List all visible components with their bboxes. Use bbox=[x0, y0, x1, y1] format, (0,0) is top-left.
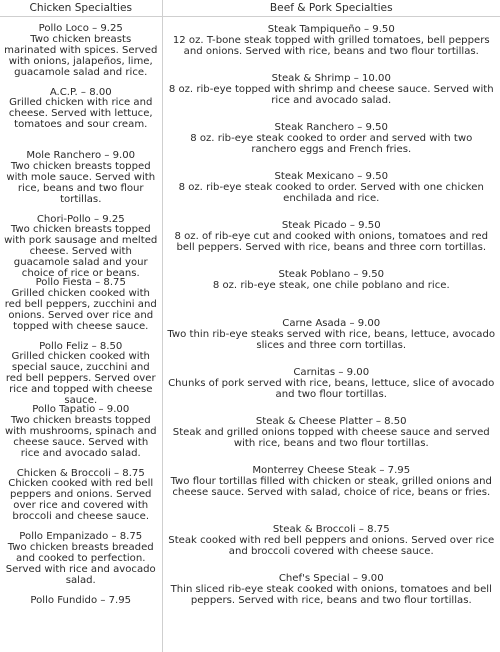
chicken-dish-pollo-feliz bbox=[3, 342, 159, 399]
dish-name: Steak Ranchero – 9.50 bbox=[167, 123, 497, 134]
chicken-dish-list bbox=[3, 24, 159, 652]
dish-description: Chunks of pork served with rice, beans, lettuce, slice of avocado and two flour tortillas. bbox=[167, 379, 497, 401]
beef-dish-steak-tampiqueno bbox=[167, 25, 497, 66]
dish-description: Two chicken breasts topped with mole sauce. Served with rice, beans and two flour tortillas. bbox=[3, 162, 159, 206]
chicken-column bbox=[0, 17, 162, 652]
dish-description: 8 oz. rib-eye steak cooked to order. Served with one chicken enchilada and rice. bbox=[167, 183, 497, 205]
dish-description: Two thin rib-eye steaks served with rice, beans, lettuce, avocado slices and three corn tortillas. bbox=[167, 330, 497, 352]
beef-pork-specialties-header: Beef & Pork Specialties bbox=[162, 0, 500, 17]
dish-description: Two chicken breasts topped with mushrooms, spinach and cheese sauce. Served with rice and avocado salad. bbox=[3, 416, 159, 460]
dish-description: Two chicken breasts topped with pork sausage and melted cheese. Served with guacamole salad and your choice of rice or beans. bbox=[3, 225, 159, 280]
dish-description: Steak cooked with red bell peppers and onions. Served over rice and broccoli covered with cheese sauce. bbox=[167, 536, 497, 558]
chicken-specialties-header: Chicken Specialties bbox=[0, 0, 162, 17]
dish-name: Steak Picado – 9.50 bbox=[167, 221, 497, 232]
dish-name: Carne Asada – 9.00 bbox=[167, 319, 497, 330]
dish-description: Grilled chicken with rice and cheese. Served with lettuce, tomatoes and sour cream. bbox=[3, 98, 159, 131]
dish-description: Two chicken breasts marinated with spices. Served with onions, jalapeños, lime, guacamole salad and rice. bbox=[3, 35, 159, 79]
dish-name: Pollo Fundido – 7.95 bbox=[3, 596, 159, 607]
dish-name: Steak Mexicano – 9.50 bbox=[167, 172, 497, 183]
dish-description: Thin sliced rib-eye steak cooked with onions, tomatoes and bell peppers. Served with rice, beans and two flour tortillas. bbox=[167, 585, 497, 607]
dish-name: Carnitas – 9.00 bbox=[167, 368, 497, 379]
pork-dish-carnitas bbox=[167, 368, 497, 409]
beef-dish-steak-mexicano bbox=[167, 172, 497, 213]
chicken-dish-mole-ranchero bbox=[3, 151, 159, 208]
beef-dish-steak-shrimp bbox=[167, 74, 497, 115]
chicken-dish-pollo-fundido bbox=[3, 596, 159, 652]
dish-description: 8 oz. rib-eye steak, one chile poblano and rice. bbox=[167, 281, 497, 292]
chicken-dish-pollo-tapatio bbox=[3, 405, 159, 462]
menu-body-row bbox=[0, 17, 500, 652]
dish-name: Steak & Shrimp – 10.00 bbox=[167, 74, 497, 85]
beef-dish-monterrey-cheese-steak bbox=[167, 466, 497, 517]
chicken-dish-pollo-empanizado bbox=[3, 532, 159, 589]
beef-dish-steak-broccoli bbox=[167, 525, 497, 566]
beef-dish-carne-asada bbox=[167, 319, 497, 360]
dish-name: Pollo Loco – 9.25 bbox=[3, 24, 159, 35]
dish-description: 8 oz. rib-eye topped with shrimp and cheese sauce. Served with rice and avocado salad. bbox=[167, 85, 497, 107]
beef-dish-chefs-special bbox=[167, 574, 497, 615]
beef-dish-steak-poblano bbox=[167, 270, 497, 311]
dish-description: Chicken cooked with red bell peppers and onions. Served over rice and covered with broccoli and cheese sauce. bbox=[3, 479, 159, 523]
chicken-dish-chori-pollo bbox=[3, 215, 159, 272]
dish-description: 8 oz. rib-eye steak cooked to order and served with two ranchero eggs and French fries. bbox=[167, 134, 497, 156]
dish-description: 8 oz. of rib-eye cut and cooked with onions, tomatoes and red bell peppers. Served with rice, beans and three corn tortillas. bbox=[167, 232, 497, 254]
chicken-dish-chicken-broccoli bbox=[3, 469, 159, 526]
dish-description: Grilled chicken cooked with red bell peppers, zucchini and onions. Served over rice and topped with cheese sauce. bbox=[3, 289, 159, 333]
beef-dish-steak-picado bbox=[167, 221, 497, 262]
beef-dish-steak-ranchero bbox=[167, 123, 497, 164]
dish-name: Chef's Special – 9.00 bbox=[167, 574, 497, 585]
beef-pork-column bbox=[162, 17, 500, 652]
dish-name: Steak & Cheese Platter – 8.50 bbox=[167, 417, 497, 428]
dish-description: Two chicken breasts breaded and cooked to perfection. Served with rice and avocado salad. bbox=[3, 543, 159, 587]
dish-name: Pollo Fiesta – 8.75 bbox=[3, 278, 159, 289]
dish-description: Steak and grilled onions topped with cheese sauce and served with rice, beans and two flour tortillas. bbox=[167, 428, 497, 450]
chicken-dish-pollo-loco bbox=[3, 24, 159, 81]
dish-name: Chicken & Broccoli – 8.75 bbox=[3, 469, 159, 480]
dish-name: A.C.P. – 8.00 bbox=[3, 88, 159, 99]
dish-name: Steak Poblano – 9.50 bbox=[167, 270, 497, 281]
dish-description: Two flour tortillas filled with chicken or steak, grilled onions and cheese sauce. Served with salad, choice of rice, beans or fries. bbox=[167, 477, 497, 499]
dish-name: Pollo Tapatio – 9.00 bbox=[3, 405, 159, 416]
header-row bbox=[0, 0, 500, 17]
dish-description: 12 oz. T-bone steak topped with grilled tomatoes, bell peppers and onions. Served with rice, beans and two flour tortillas. bbox=[167, 36, 497, 58]
dish-name: Mole Ranchero – 9.00 bbox=[3, 151, 159, 162]
dish-name: Steak & Broccoli – 8.75 bbox=[167, 525, 497, 536]
dish-name: Chori-Pollo – 9.25 bbox=[3, 215, 159, 226]
dish-description: Grilled chicken cooked with special sauce, zucchini and red bell peppers. Served over rice and topped with cheese sauce. bbox=[3, 352, 159, 407]
dish-name: Pollo Feliz – 8.50 bbox=[3, 342, 159, 353]
chicken-dish-acp bbox=[3, 88, 159, 145]
dish-name: Pollo Empanizado – 8.75 bbox=[3, 532, 159, 543]
chicken-dish-pollo-fiesta bbox=[3, 278, 159, 335]
beef-dish-steak-cheese-platter bbox=[167, 417, 497, 458]
dish-name: Monterrey Cheese Steak – 7.95 bbox=[167, 466, 497, 477]
dish-name: Steak Tampiqueño – 9.50 bbox=[167, 25, 497, 36]
beef-pork-dish-list bbox=[167, 25, 497, 615]
